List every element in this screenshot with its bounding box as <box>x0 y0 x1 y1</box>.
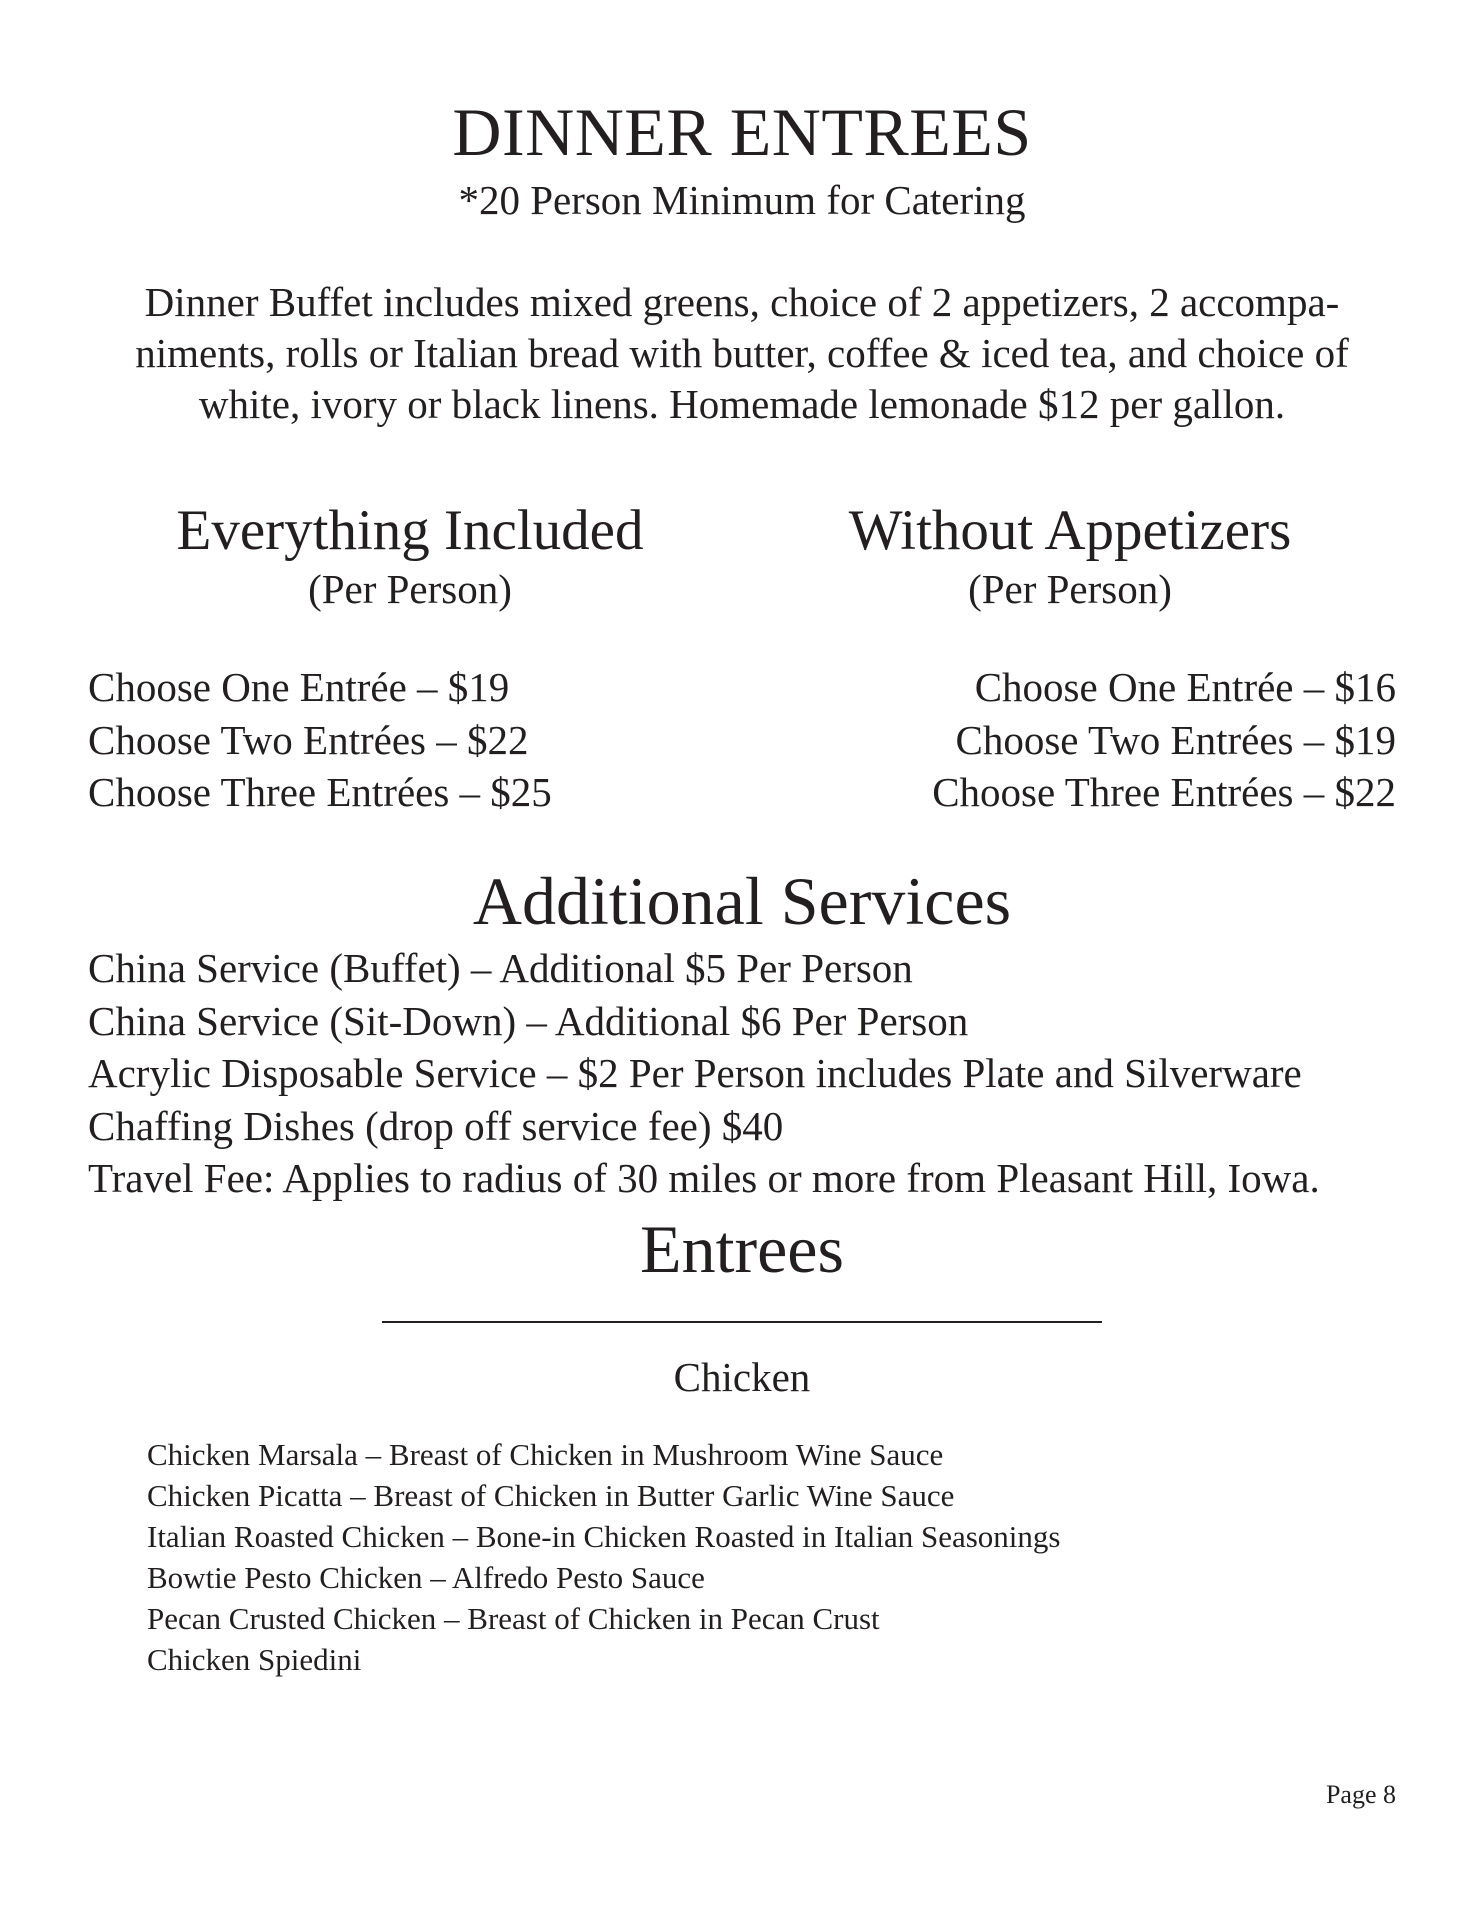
price-option: Choose Two Entrées – $22 <box>88 716 529 763</box>
entree-item: Pecan Crusted Chicken – Breast of Chicken in Pecan Crust <box>147 1601 880 1636</box>
section-divider <box>382 1321 1102 1323</box>
additional-services-list <box>88 942 1418 1205</box>
entrees-heading: Entrees <box>640 1211 844 1287</box>
page-subtitle: *20 Person Minimum for Catering <box>458 177 1026 223</box>
page-title: DINNER ENTREES <box>452 94 1032 170</box>
intro-line: niments, rolls or Italian bread with butter, coffee & iced tea, and choice of <box>135 330 1349 376</box>
price-option: Choose Three Entrées – $22 <box>932 769 1396 815</box>
price-option: Choose One Entrée – $16 <box>974 664 1396 710</box>
entree-item: Chicken Spiedini <box>147 1642 362 1677</box>
entree-item: Chicken Marsala – Breast of Chicken in Mushroom Wine Sauce <box>147 1437 944 1472</box>
service-item: Travel Fee: Applies to radius of 30 miles or more from Pleasant Hill, Iowa. <box>88 1155 1320 1201</box>
additional-services-heading: Additional Services <box>472 863 1012 939</box>
intro-paragraph <box>88 277 1396 430</box>
service-item: Acrylic Disposable Service – $2 Per Person includes Plate and Silverware <box>88 1050 1302 1096</box>
entree-item: Bowtie Pesto Chicken – Alfredo Pesto Sauce <box>147 1560 705 1595</box>
price-option: Choose Three Entrées – $25 <box>88 769 552 815</box>
without-appetizers-subheading: (Per Person) <box>968 566 1172 612</box>
everything-included-subheading: (Per Person) <box>308 566 512 612</box>
chicken-entree-list <box>147 1434 1347 1680</box>
intro-line: Dinner Buffet includes mixed greens, choice of 2 appetizers, 2 accompa- <box>144 279 1340 325</box>
service-item: China Service (Buffet) – Additional $5 Per Person <box>88 945 913 991</box>
everything-included-heading: Everything Included <box>176 499 644 562</box>
without-appetizers-heading: Without Appetizers <box>848 499 1292 562</box>
price-option: Choose One Entrée – $19 <box>88 664 510 710</box>
entree-category-heading: Chicken <box>673 1354 811 1400</box>
entree-item: Chicken Picatta – Breast of Chicken in Butter Garlic Wine Sauce <box>147 1478 955 1513</box>
page-number: Page 8 <box>1325 1780 1396 1809</box>
service-item: Chaffing Dishes (drop off service fee) $40 <box>88 1102 784 1149</box>
everything-included-price-list <box>88 661 708 819</box>
intro-line: white, ivory or black linens. Homemade lemonade $12 per gallon. <box>198 381 1286 427</box>
entree-item: Italian Roasted Chicken – Bone-in Chicken Roasted in Italian Seasonings <box>147 1519 1061 1554</box>
price-option: Choose Two Entrées – $19 <box>955 716 1396 763</box>
service-item: China Service (Sit-Down) – Additional $6 Per Person <box>88 997 969 1044</box>
without-appetizers-price-list <box>776 661 1396 819</box>
